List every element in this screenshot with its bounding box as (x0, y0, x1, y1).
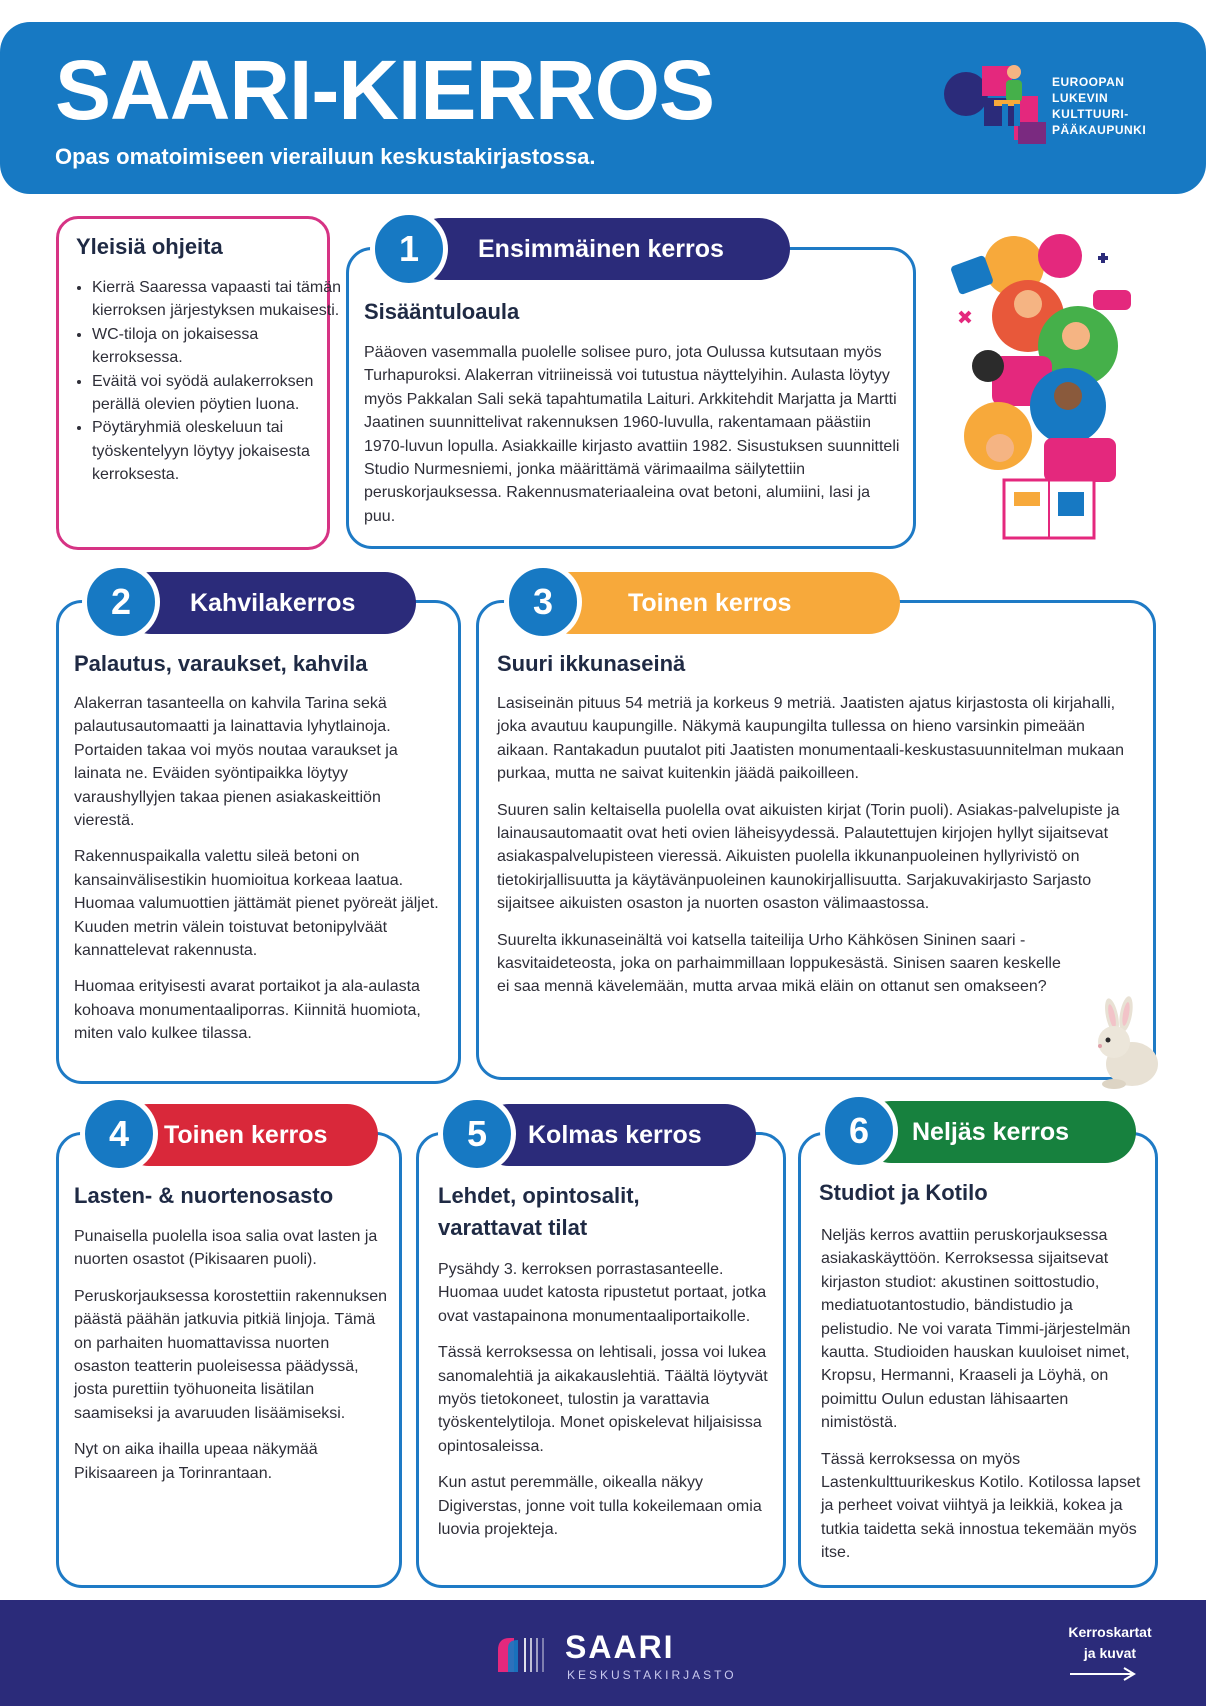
section-1-floor-label: Ensimmäinen kerros (410, 218, 790, 280)
footer-subtitle: KESKUSTAKIRJASTO (567, 1668, 737, 1682)
section-6-title: Studiot ja Kotilo (819, 1180, 988, 1205)
reading-capital-text: EUROOPAN LUKEVIN KULTTUURI- PÄÄKAUPUNKI (1052, 75, 1147, 137)
section-6-floor-label: Neljäs kerros (860, 1101, 1136, 1163)
footer-brand: SAARI (565, 1629, 675, 1665)
section-5-number: 5 (438, 1095, 516, 1173)
section-3-number: 3 (504, 563, 582, 641)
section-2-title: Palautus, varaukset, kahvila (74, 651, 368, 676)
reading-capital-logo-icon (944, 62, 1054, 152)
section-3-title: Suuri ikkunaseinä (497, 651, 686, 676)
section-2-number: 2 (82, 563, 160, 641)
floor-maps-link[interactable]: Kerroskartat ja kuvat (1068, 1624, 1152, 1661)
list-item: • Kierrä Saaressa vapaasti tai tämän kierroksen järjestyksen mukaisesti. (92, 276, 342, 323)
saari-logo-icon (494, 1632, 554, 1676)
page-subtitle: Opas omatoimiseen vierailuun keskustakirjastossa. (55, 144, 596, 169)
section-1-title: Sisääntuloaula (364, 299, 520, 324)
section-2-body: Alakerran tasanteella on kahvila Tarina sekä palautusautomaatti ja lainattavia lyhytlainoja. Portaiden takaa voi myös noutaa varaukset ja lainata ne. Eväiden syöntipaikka löytyy varaushyllyjen takaa pienen asiakaskeittiön vierestä. Rakennuspaikalla valettu sileä betoni on kansainvälisestikin huomioitua korkeaa laatua. Huomaa valumuottien jättämät pienet pyöreät jäljet. Kuuden metrin välein toistuvat betonipylväät kannattelevat rakennusta. Huomaa erityisesti avarat portaikot ja ala-aulasta kohoava monumentaaliporras. Kiinnitä huomiota, miten valo kulkee tilassa. (74, 695, 439, 1043)
general-instructions-list (70, 276, 342, 487)
section-6-body: Neljäs kerros avattiin peruskorjauksessa asiakaskäyttöön. Kerroksessa sijaitsevat kirjaston studiot: akustinen soittostudio, mediatuotantostudio, bändistudio ja pelistudio. Ne voi varata Timmi-järjestelmän kautta. Studioiden hauskan kuuloiset nimet, Kropsu, Hermanni, Kraaseli ja Löyhä, on poimittu Oulun edustan lähisaarten nimistöstä. Tässä kerroksessa on myös Lastenkulttuurikeskus Kotilo. Kotilossa lapset ja perheet voivat viihtyä ja leikkiä, kokea ja tutkia taidetta sekä innostua tekemään myös itse. (821, 1227, 1141, 1562)
section-1-number: 1 (370, 210, 448, 288)
section-4-number: 4 (80, 1095, 158, 1173)
page-title: SAARI-KIERROS (55, 43, 715, 137)
section-4-floor-label: Toinen kerros (118, 1104, 378, 1166)
section-5-title: Lehdet, opintosalit, varattavat tilat (438, 1183, 640, 1240)
arrow-right-icon[interactable] (1068, 1666, 1138, 1682)
section-1-body: Pääoven vasemmalla puolelle solisee puro, jota Oulussa kutsutaan myös Turhapuroksi. Alakerran vitriineissä voi tutustua näyttelyihin. Aulasta löytyy myös Pakkalan Sali sekä tapahtumatila Laituri. Arkkitehdit Marjatta ja Martti Jaatinen suunnittelivat rakennuksen 1960-luvulla, rakentamaan päästiin 1970-luvun lopulla. Asiakkaille kirjasto avattiin 1982. Sisustuksen suunnitteli Studio Nurmesniemi, jonka määrittämä värimaailma säilytettiin peruskorjauksessa. Rakennusmateriaaleina ovat betoni, alumiini, lasi ja puu. (364, 344, 900, 525)
section-2-floor-label: Kahvilakerros (120, 572, 416, 634)
section-5-body: Pysähdy 3. kerroksen porrastasanteelle. Huomaa uudet katosta ripustetut portaat, jotka ovat vastapainona monumentaaliportaikolle. Tässä kerroksessa on lehtisali, jossa voi lukea sanomalehtiä ja aikakauslehtiä. Täältä löytyvät myös tietokoneet, tulostin ja varattavia työskentelytiloja. Monet opiskelevat hiljaisissa opintosaleissa. Kun astut peremmälle, oikealla näkyy Digiverstas, jonne voit tulla kokeilemaan omia luovia projekteja. (438, 1261, 768, 1539)
rabbit-icon (1084, 996, 1160, 1090)
section-3-body: Lasiseinän pituus 54 metriä ja korkeus 9 metriä. Jaatisten ajatus kirjastosta oli kirjahalli, joka avautuu kaupungille. Näkymä kaupungilta tullessa on hieno varsinkin pimeään aikaan. Rantakadun puutalot piti Jaatisten monumentaali-keskustasuunnitelman mukaan purkaa, mutta ne saivat kuitenkin jäädä paikoilleen. Suuren salin keltaisella puolella ovat aikuisten kirjat (Torin puoli). Asiakas-palvelupiste ja lainausautomaatit ovat heti ovien läheisyydessä. Palautettujen kirjojen hyllyt sijaitsevat asiakaspalvelupisteen vieressä. Aikuisten puolella ikkunanpuoleinen hyllyrivistö on tietokirjallisuutta ja käytävänpuoleinen kaunokirjallisuutta. Sarjakuvakirjasto Sarjasto sijaitsee aikuisten osaston ja nuorten osaston välimaastossa. Suurelta ikkunaseinältä voi katsella taiteilija Urho Kähkösen Sininen saari -kasvitaideteosta, joka on parhaimmillaan loppukesästä. Sinisen saaren keskelle ei saa mennä kävelemään, mutta arvaa mikä eläin on ottanut sen omakseen? (497, 695, 1125, 996)
list-item: • WC-tiloja on jokaisessa kerroksessa. (92, 323, 342, 370)
list-item: • Pöytäryhmiä oleskeluun tai työskentelyyn löytyy jokaisesta kerroksesta. (92, 416, 342, 486)
section-4-body: Punaisella puolella isoa salia ovat lasten ja nuorten osastot (Pikisaaren puoli). Peruskorjauksessa korostettiin rakennuksen päästä päähän jatkuvia pitkiä linjoja. Tämä on parhaiten huomattavissa nuorten osaston teatterin puoleisessa päädyssä, josta purettiin työhuoneita lisätilan saamiseksi ja avaruuden lisäämiseksi. Nyt on aika ihailla upeaa näkymää Pikisaareen ja Torinrantaan. (74, 1228, 388, 1482)
section-5-floor-label: Kolmas kerros (478, 1104, 756, 1166)
list-item: • Eväitä voi syödä aulakerroksen perällä olevien pöytien luona. (92, 370, 342, 417)
section-6-number: 6 (820, 1092, 898, 1170)
section-3-floor-label: Toinen kerros (540, 572, 900, 634)
people-reading-illustration-icon (948, 216, 1148, 550)
section-4-title: Lasten- & nuortenosasto (74, 1183, 334, 1208)
general-instructions-title: Yleisiä ohjeita (76, 234, 223, 259)
